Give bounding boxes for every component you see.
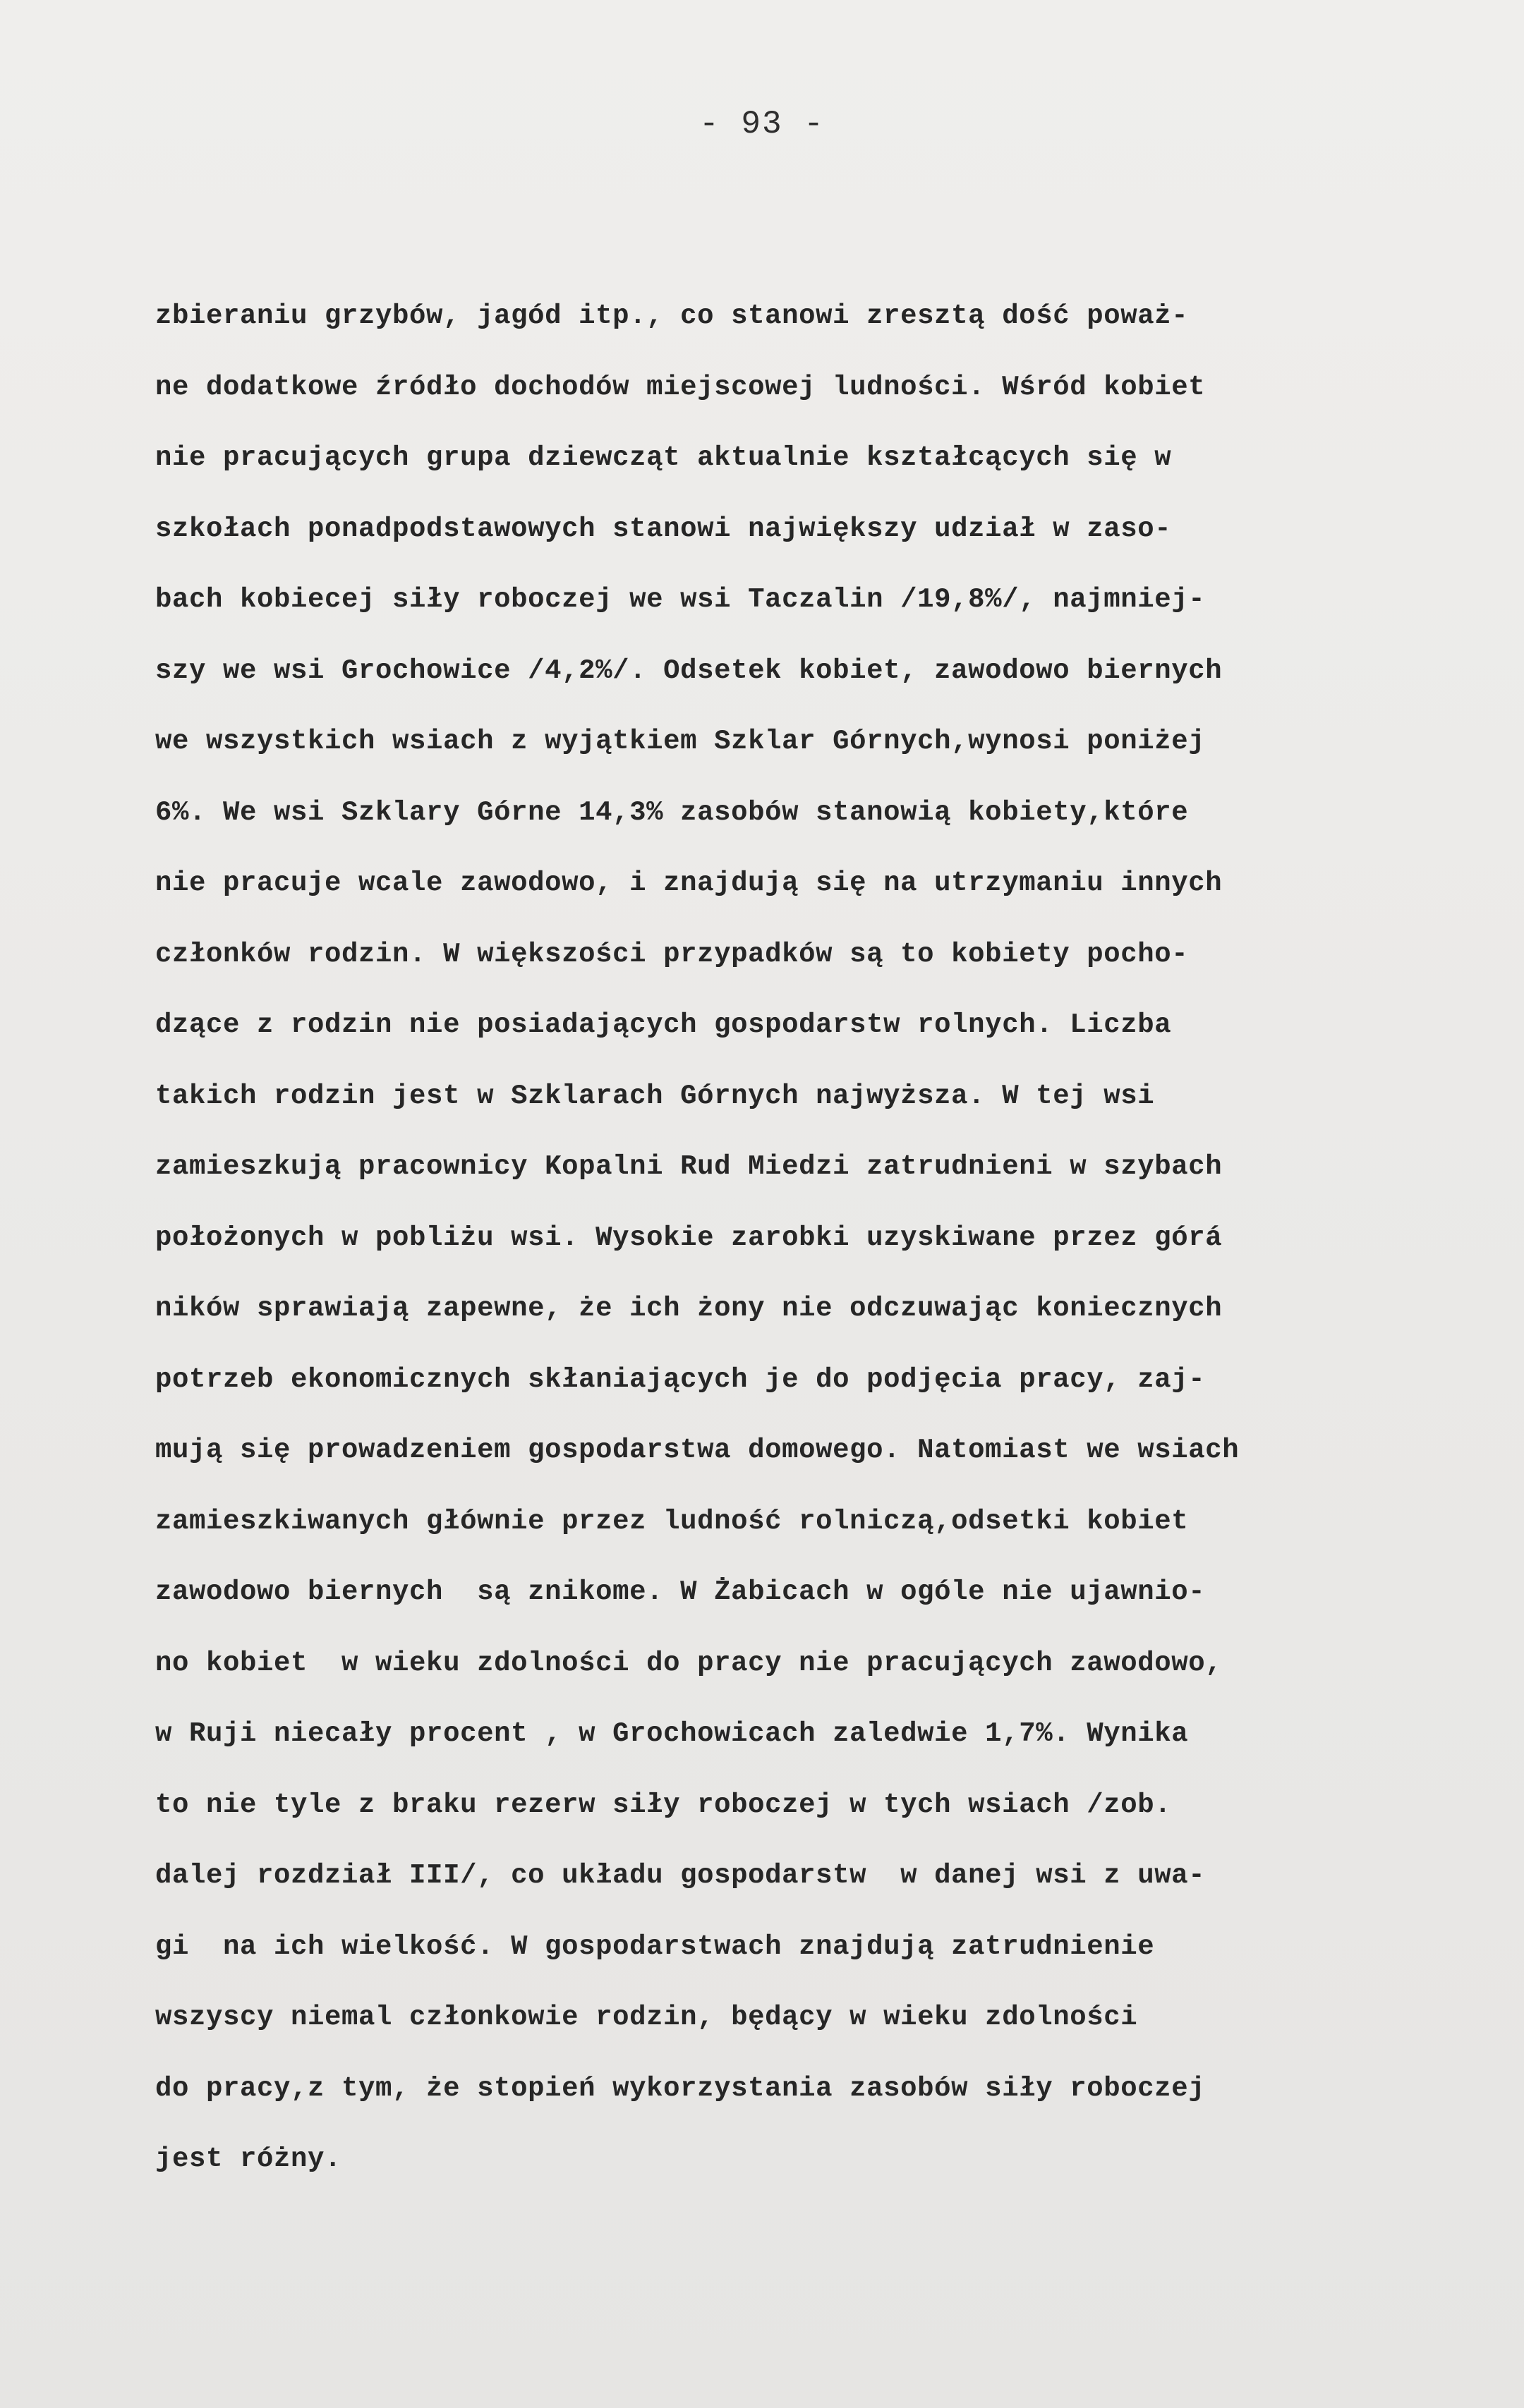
text-line: ników sprawiają zapewne, że ich żony nie odczuwając koniecznych [155, 1293, 1223, 1324]
body-text [155, 281, 1510, 2195]
text-line: szy we wsi Grochowice /4,2%/. Odsetek kobiet, zawodowo biernych [155, 655, 1223, 686]
text-line: we wszystkich wsiach z wyjątkiem Szklar Górnych,wynosi poniżej [155, 726, 1206, 757]
text-line: dzące z rodzin nie posiadających gospodarstw rolnych. Liczba [155, 1009, 1172, 1040]
text-line: w Ruji niecały procent , w Grochowicach zaledwie 1,7%. Wynika [155, 1718, 1189, 1749]
text-line: ne dodatkowe źródło dochodów miejscowej ludności. Wśród kobiet [155, 371, 1206, 403]
text-line: zamieszkują pracownicy Kopalni Rud Miedzi zatrudnieni w szybach [155, 1151, 1223, 1182]
text-line: zawodowo biernych są znikome. W Żabicach w ogóle nie ujawnio- [155, 1576, 1206, 1607]
page-number: - 93 - [699, 106, 825, 142]
text-line: gi na ich wielkość. W gospodarstwach znajdują zatrudnienie [155, 1930, 1155, 1962]
text-line: takich rodzin jest w Szklarach Górnych najwyższa. W tej wsi [155, 1080, 1155, 1112]
text-line: wszyscy niemal członkowie rodzin, będący w wieku zdolności [155, 2002, 1138, 2033]
text-line: nie pracujących grupa dziewcząt aktualnie kształcących się w [155, 442, 1172, 473]
text-line: bach kobiecej siły roboczej we wsi Taczalin /19,8%/, najmniej- [155, 584, 1206, 615]
text-line: potrzeb ekonomicznych skłaniających je do podjęcia pracy, zaj- [155, 1363, 1206, 1395]
text-line: członków rodzin. W większości przypadków są to kobiety pocho- [155, 938, 1189, 970]
text-line: zbieraniu grzybów, jagód itp., co stanowi zresztą dość poważ- [155, 300, 1189, 332]
text-line: mują się prowadzeniem gospodarstwa domowego. Natomiast we wsiach [155, 1435, 1240, 1466]
text-line: to nie tyle z braku rezerw siły roboczej w tych wsiach /zob. [155, 1789, 1172, 1820]
text-line: 6%. We wsi Szklary Górne 14,3% zasobów stanowią kobiety,które [155, 796, 1189, 828]
text-line: no kobiet w wieku zdolności do pracy nie pracujących zawodowo, [155, 1647, 1223, 1679]
text-line: położonych w pobliżu wsi. Wysokie zarobki uzyskiwane przez górá [155, 1222, 1223, 1253]
text-line: dalej rozdział III/, co układu gospodarstw w danej wsi z uwa- [155, 1860, 1206, 1891]
text-line: nie pracuje wcale zawodowo, i znajdują się na utrzymaniu innych [155, 868, 1223, 899]
text-line: zamieszkiwanych głównie przez ludność rolniczą,odsetki kobiet [155, 1505, 1189, 1537]
text-line: jest różny. [155, 2144, 342, 2175]
text-line: szkołach ponadpodstawowych stanowi największy udział w zaso- [155, 513, 1172, 545]
text-line: do pracy,z tym, że stopień wykorzystania zasobów siły roboczej [155, 2072, 1206, 2104]
